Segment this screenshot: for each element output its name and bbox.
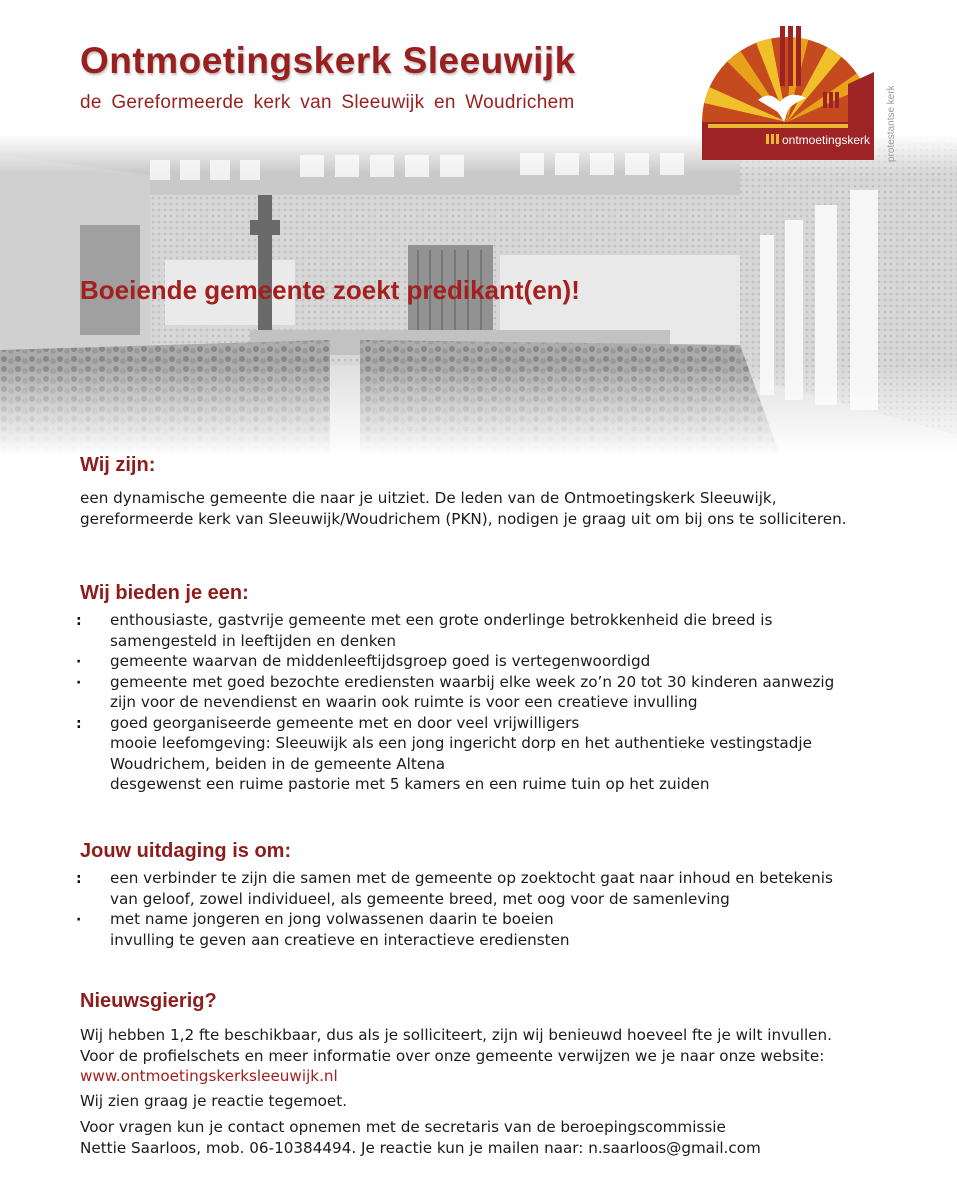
list-item: · gemeente met goed bezochte erediensten waarbij elke week zo’n 20 tot 30 kinderen aanwezig zijn voor de nevendienst en waarin ook ruimte is voor een creatieve invulling	[76, 672, 835, 711]
contact-block	[80, 1025, 900, 1158]
logo-word: ontmoetingskerk	[782, 133, 871, 147]
section-title-bieden: Wij bieden je een:	[80, 582, 249, 604]
bullet-icon: ·	[76, 674, 82, 691]
bullet-icon: ·	[76, 912, 82, 928]
list-item: : een verbinder te zijn die samen met de gemeente op zoektocht gaat naar inhoud en betekenis van geloof, zowel individueel, als gemeente breed, met oog voor de samenleving	[76, 869, 833, 908]
list-item: invulling te geven aan creatieve en interactieve erediensten	[110, 930, 570, 949]
section-title-wij-zijn: Wij zijn:	[80, 454, 156, 476]
wij-zijn-text: een dynamische gemeente die naar je uitziet. De leden van de Ontmoetingskerk Sleeuwijk, gereformeerde kerk van Sleeuwijk/Woudrichem (PKN), nodigen je graag uit om bij ons te solliciteren.	[80, 489, 847, 528]
church-subtitle: de Gereformeerde kerk van Sleeuwijk en Woudrichem	[80, 92, 575, 113]
fte-text: Wij hebben 1,2 fte beschikbaar, dus als je solliciteert, zijn wij benieuwd hoeveel fte je wilt invullen.	[80, 1026, 832, 1044]
logo-side-text: protestantse kerk	[886, 85, 897, 162]
list-item: desgewenst een ruime pastorie met 5 kamers en een ruime tuin op het zuiden	[110, 775, 710, 793]
bieden-list	[76, 610, 860, 795]
questions-text: Voor vragen kun je contact opnemen met de secretaris van de beroepingscommissie	[80, 1118, 726, 1136]
uitdaging-list	[76, 868, 860, 950]
bullet-icon: :	[76, 715, 82, 732]
contact-details-text: Nettie Saarloos, mob. 06-10384494. Je reactie kun je mailen naar: n.saarloos@gmail.com	[80, 1138, 761, 1157]
list-item: mooie leefomgeving: Sleeuwijk als een jong ingericht dorp en het authentieke vestingstadje Woudrichem, beiden in de gemeente Altena	[110, 734, 812, 773]
church-logo	[698, 22, 908, 172]
bullet-icon: :	[76, 613, 82, 629]
bullet-icon: ·	[76, 654, 82, 670]
church-name-heading: Ontmoetingskerk Sleeuwijk	[80, 40, 576, 81]
list-item: · gemeente waarvan de middenleeftijdsgroep goed is vertegenwoordigd	[80, 651, 860, 672]
list-item: · met name jongeren en jong volwassenen daarin te boeien	[80, 909, 860, 930]
website-link[interactable]: www.ontmoetingskerksleeuwijk.nl	[80, 1067, 338, 1085]
section-title-nieuwsgierig: Nieuwsgierig?	[80, 990, 217, 1012]
list-item: : goed georganiseerde gemeente met en door veel vrijwilligers	[80, 713, 860, 734]
tagline: Boeiende gemeente zoekt predikant(en)!	[80, 275, 580, 305]
reaction-text: Wij zien graag je reactie tegemoet.	[80, 1091, 348, 1110]
list-item: : enthousiaste, gastvrije gemeente met een grote onderlinge betrokkenheid die breed is samengesteld in leeftijden en denken	[76, 611, 773, 650]
section-title-uitdaging: Jouw uitdaging is om:	[80, 840, 292, 862]
profile-text: Voor de profielschets en meer informatie over onze gemeente verwijzen we je naar onze website:	[80, 1046, 825, 1065]
bullet-icon: :	[76, 871, 82, 887]
